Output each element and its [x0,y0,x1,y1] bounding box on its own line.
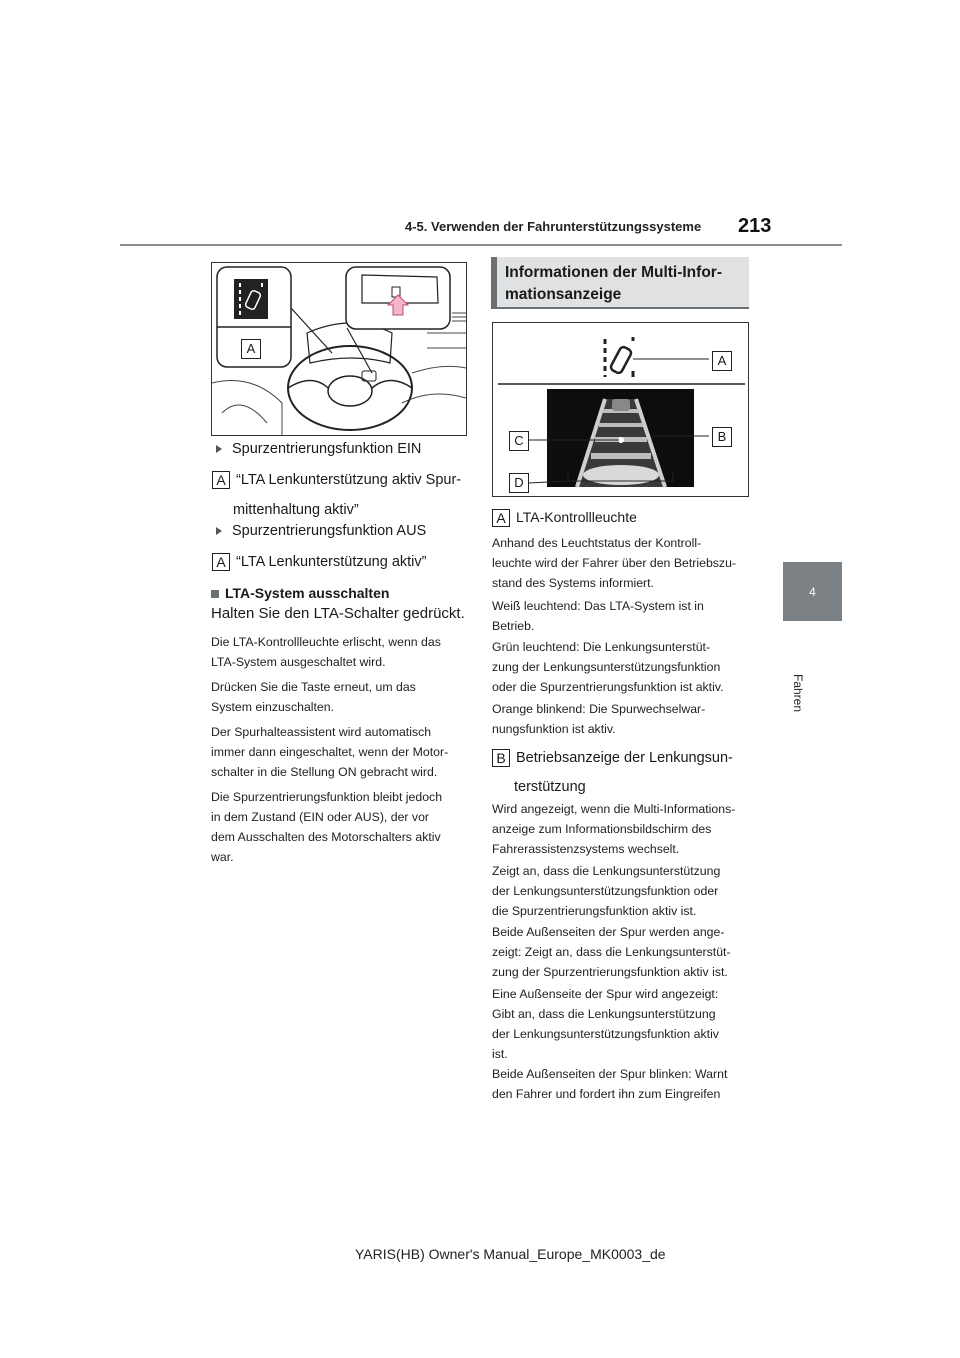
item-a-description: Anhand des Leuchtstatus der Kontroll- leuchte wird der Fahrer über den Betriebszu- stand des Systems informiert. [492,536,737,590]
info-heading: Informationen der Multi-Infor- mationsanzeige [491,257,749,308]
bullet-centering-off: Spurzentrierungsfunktion AUS [216,523,426,539]
paragraph-2: Drücken Sie die Taste erneut, um das System einzuschalten. [211,680,416,714]
quote-centering-off: A “LTA Lenkunterstützung aktiv” [212,548,426,576]
paragraph-3: Der Spurhalteassistent wird automatisch immer dann eingeschaltet, wenn der Motor- schalter in die Stellung ON gebracht wird. [211,725,449,779]
section-title: 4-5. Verwenden der Fahrunterstützungssysteme [405,219,702,234]
header-rule [120,244,842,246]
marker-a: A [492,509,510,527]
paragraph-4: Die Spurzentrierungsfunktion bleibt jedoch in dem Zustand (EIN oder AUS), der vor dem Ausschalten des Motorschalters aktiv war. [211,790,443,864]
chapter-label [783,630,842,713]
callout-b: B [712,427,732,447]
item-b-blinking: Beide Außenseiten der Spur blinken: Warnt den Fahrer und fordert ihn zum Eingreifen [492,1067,728,1101]
item-b-one-side: Eine Außenseite der Spur wird angezeigt: Gibt an, dass die Lenkungsunterstützung der Lenkungsunterstützungsfunktion aktiv ist. [492,987,719,1061]
item-a-green: Grün leuchtend: Die Lenkungsunterstüt- zung der Lenkungsunterstützungsfunktion oder die Spurzentrierungsfunktion ist aktiv. [492,640,724,694]
item-b-meaning: Zeigt an, dass die Lenkungsunterstützung der Lenkungsunterstützungsfunktion oder die Spurzentrierungsfunktion aktiv ist. [492,864,721,918]
quote-centering-on: A “LTA Lenkunterstützung aktiv Spur- [212,466,461,494]
callout-a: A [241,339,261,359]
page-number: 213 [738,215,772,237]
item-b-shown: Wird angezeigt, wenn die Multi-Informations- anzeige zum Informationsbildschirm des Fahrerassistenzsystems wechselt. [492,802,736,856]
multi-info-display-drawing [493,323,748,496]
chapter-label-text: Fahren [791,674,805,713]
dashboard-illustration [211,262,467,436]
bullet-centering-on: Spurzentrierungsfunktion EIN [216,441,421,457]
marker-b: B [492,749,510,767]
item-b-title-line2: terstützung [514,779,586,795]
paragraph-1: Die LTA-Kontrollleuchte erlischt, wenn das LTA-System ausgeschaltet wird. [211,635,441,669]
item-a-white: Weiß leuchtend: Das LTA-System ist in Betrieb. [492,599,704,633]
footer-manual-id: YARIS(HB) Owner's Manual_Europe_MK0003_de [355,1246,666,1262]
lead-instruction: Halten Sie den LTA-Schalter gedrückt. [211,605,465,622]
item-b-title: B Betriebsanzeige der Lenkungsun- [492,744,733,772]
triangle-bullet-icon [216,445,222,453]
callout-a: A [712,351,732,371]
info-heading-rule [491,307,749,309]
item-b-both-sides: Beide Außenseiten der Spur werden ange- zeigt: Zeigt an, dass die Lenkungsunterstüt- zung der Spurzentrierungsfunktion aktiv ist. [492,925,731,979]
chapter-number: 4 [809,584,816,599]
marker-a: A [212,471,230,489]
callout-c: C [509,431,529,451]
chapter-tab [783,562,842,621]
triangle-bullet-icon [216,527,222,535]
callout-d: D [509,473,529,493]
item-a-orange: Orange blinkend: Die Spurwechselwar- nungsfunktion ist aktiv. [492,702,706,736]
item-a-title: A LTA-Kontrollleuchte [492,503,637,531]
subheading-lta-off: LTA-System ausschalten [211,585,389,601]
quote-centering-on-line2: mittenhaltung aktiv” [233,502,359,518]
multi-info-display-illustration [492,322,749,497]
square-bullet-icon [211,590,219,598]
marker-a: A [212,553,230,571]
